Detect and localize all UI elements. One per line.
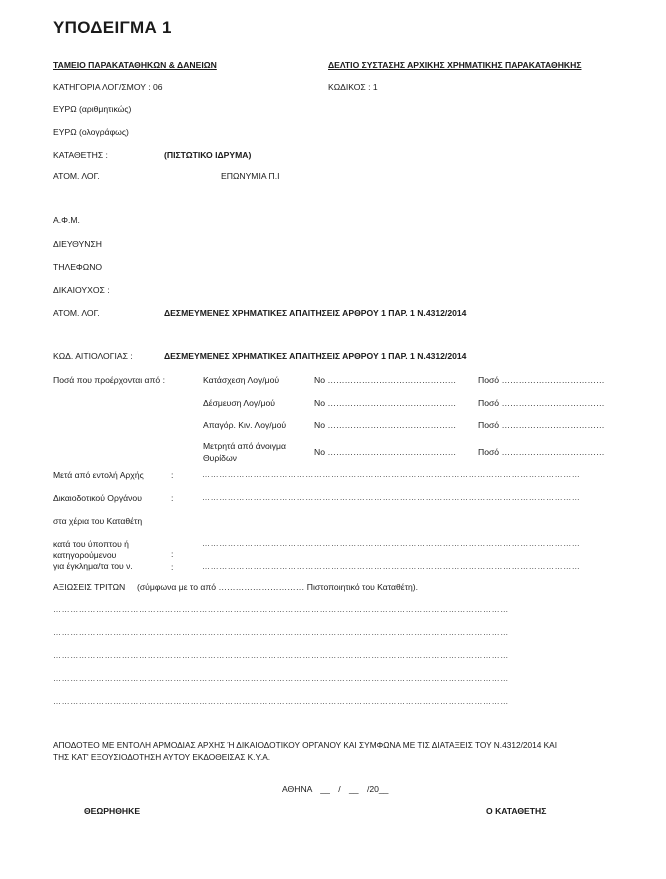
order-authority-label: Μετά από εντολή Αρχής	[53, 470, 144, 480]
blank-line: ……………………………………………………………………………………………………………………………………………	[53, 674, 509, 683]
amount-number-field: Νο ………………………………………	[314, 375, 457, 385]
blank-line: ……………………………………………………………………………………………………………………………………………	[53, 651, 509, 660]
institution-name-label: ΕΠΩΝΥΜΙΑ Π.Ι	[221, 171, 280, 181]
phone-label: ΤΗΛΕΦΩΝΟ	[53, 262, 103, 272]
date-line: ΑΘΗΝΑ __ / __ /20__	[282, 784, 389, 794]
form-name: ΔΕΛΤΙΟ ΣΥΣΤΑΣΗΣ ΑΡΧΙΚΗΣ ΧΡΗΜΑΤΙΚΗΣ ΠΑΡΑΚΑΤΑΘΗΚΗΣ	[328, 60, 582, 70]
fund-name: ΤΑΜΕΙΟ ΠΑΡΑΚΑΤΑΘΗΚΩΝ & ΔΑΝΕΙΩΝ	[53, 60, 217, 70]
blank-line: ……………………………………………………………………………………………………………………………………………	[53, 697, 509, 706]
account-category: ΚΑΤΗΓΟΡΙΑ ΛΟΓ/ΣΜΟΥ : 06	[53, 82, 163, 92]
judicial-body-colon: :	[171, 493, 174, 503]
blank-line: ……………………………………………………………………………………………………………………………………………	[53, 605, 509, 614]
depositor-label: ΚΑΤΑΘΕΤΗΣ :	[53, 150, 108, 160]
amount-value-field: Ποσό ………………………………	[478, 398, 605, 408]
amount-source: Κατάσχεση Λογ/μού	[203, 375, 280, 385]
in-hands-label: στα χέρια του Καταθέτη	[53, 516, 143, 526]
amount-value-field: Ποσό ………………………………	[478, 375, 605, 385]
third-party-label: ΑΞΙΩΣΕΙΣ ΤΡΙΤΩΝ	[53, 582, 126, 592]
suspect-colon-1: :	[171, 549, 174, 559]
afm-label: Α.Φ.Μ.	[53, 215, 80, 225]
document-title: ΥΠΟΔΕΙΓΜΑ 1	[53, 18, 172, 37]
personal-account-label: ΑΤΟΜ. ΛΟΓ.	[53, 171, 100, 181]
address-label: ΔΙΕΥΘΥΝΣΗ	[53, 239, 102, 249]
reason-code-label: ΚΩΔ. ΑΙΤΙΟΛΟΓΙΑΣ :	[53, 351, 133, 361]
order-authority-line: ……………………………………………………………………………………………………………………	[202, 470, 581, 479]
reason-code-value: ΔΕΣΜΕΥΜΕΝΕΣ ΧΡΗΜΑΤΙΚΕΣ ΑΠΑΙΤΗΣΕΙΣ ΑΡΘΡΟΥ 1 ΠΑΡ. 1 Ν.4312/2014	[164, 351, 467, 361]
beneficiary-label: ΔΙΚΑΙΟΥΧΟΣ :	[53, 285, 110, 295]
euro-words-label: ΕΥΡΩ (ολογράφως)	[53, 127, 129, 137]
amount-source-cont: Θυρίδων	[203, 453, 237, 463]
amount-number-field: Νο ………………………………………	[314, 398, 457, 408]
judicial-body-label: Δικαιοδοτικού Οργάνου	[53, 493, 142, 503]
suspect-label-3: για έγκλημα/τα του ν.	[53, 561, 133, 571]
depositor-value: (ΠΙΣΤΩΤΙΚΟ ΙΔΡΥΜΑ)	[164, 150, 252, 160]
amount-source: Απαγόρ. Κιν. Λογ/μού	[203, 420, 287, 430]
suspect-line-1: ……………………………………………………………………………………………………………………	[202, 539, 581, 548]
depositor-signature-label: Ο ΚΑΤΑΘΕΤΗΣ	[486, 806, 547, 816]
amount-number-field: Νο ………………………………………	[314, 447, 457, 457]
amount-source: Δέσμευση Λογ/μού	[203, 398, 275, 408]
amounts-label: Ποσά που προέρχονται από :	[53, 375, 165, 385]
order-authority-colon: :	[171, 470, 174, 480]
third-party-text: (σύμφωνα με το από ………………………… Πιστοποιητικό του Καταθέτη).	[137, 582, 419, 592]
amount-source: Μετρητά από άνοιγμα	[203, 441, 286, 451]
personal-account-2-value: ΔΕΣΜΕΥΜΕΝΕΣ ΧΡΗΜΑΤΙΚΕΣ ΑΠΑΙΤΗΣΕΙΣ ΑΡΘΡΟΥ 1 ΠΑΡ. 1 Ν.4312/2014	[164, 308, 467, 318]
legal-note-line-2: ΤΗΣ ΚΑΤ' ΕΞΟΥΣΙΟΔΟΤΗΣΗ ΑΥΤΟΥ ΕΚΔΟΘΕΙΣΑΣ Κ.Υ.Α.	[53, 752, 271, 762]
euro-numeric-label: ΕΥΡΩ (αριθμητικώς)	[53, 104, 132, 114]
amount-value-field: Ποσό ………………………………	[478, 447, 605, 457]
amount-value-field: Ποσό ………………………………	[478, 420, 605, 430]
suspect-line-2: ……………………………………………………………………………………………………………………	[202, 562, 581, 571]
judicial-body-line: ……………………………………………………………………………………………………………………	[202, 493, 581, 502]
amount-number-field: Νο ………………………………………	[314, 420, 457, 430]
suspect-label-1: κατά του ύποπτου ή	[53, 539, 129, 549]
suspect-label-2: κατηγορούμενου	[53, 550, 117, 560]
approved-signature-label: ΘΕΩΡΗΘΗΚΕ	[84, 806, 141, 816]
personal-account-2-label: ΑΤΟΜ. ΛΟΓ.	[53, 308, 100, 318]
code: ΚΩΔΙΚΟΣ : 1	[328, 82, 378, 92]
blank-line: ……………………………………………………………………………………………………………………………………………	[53, 628, 509, 637]
legal-note-line-1: ΑΠΟΔΟΤΕΟ ΜΕ ΕΝΤΟΛΗ ΑΡΜΟΔΙΑΣ ΑΡΧΗΣ Ή ΔΙΚΑΙΟΔΟΤΙΚΟΥ ΟΡΓΑΝΟΥ ΚΑΙ ΣΥΜΦΩΝΑ ΜΕ ΤΙΣ ΔΙΑΤΑΞΕΙΣ ΤΟΥ Ν.4312/2014 ΚΑΙ	[53, 740, 558, 750]
suspect-colon-2: :	[171, 562, 174, 572]
